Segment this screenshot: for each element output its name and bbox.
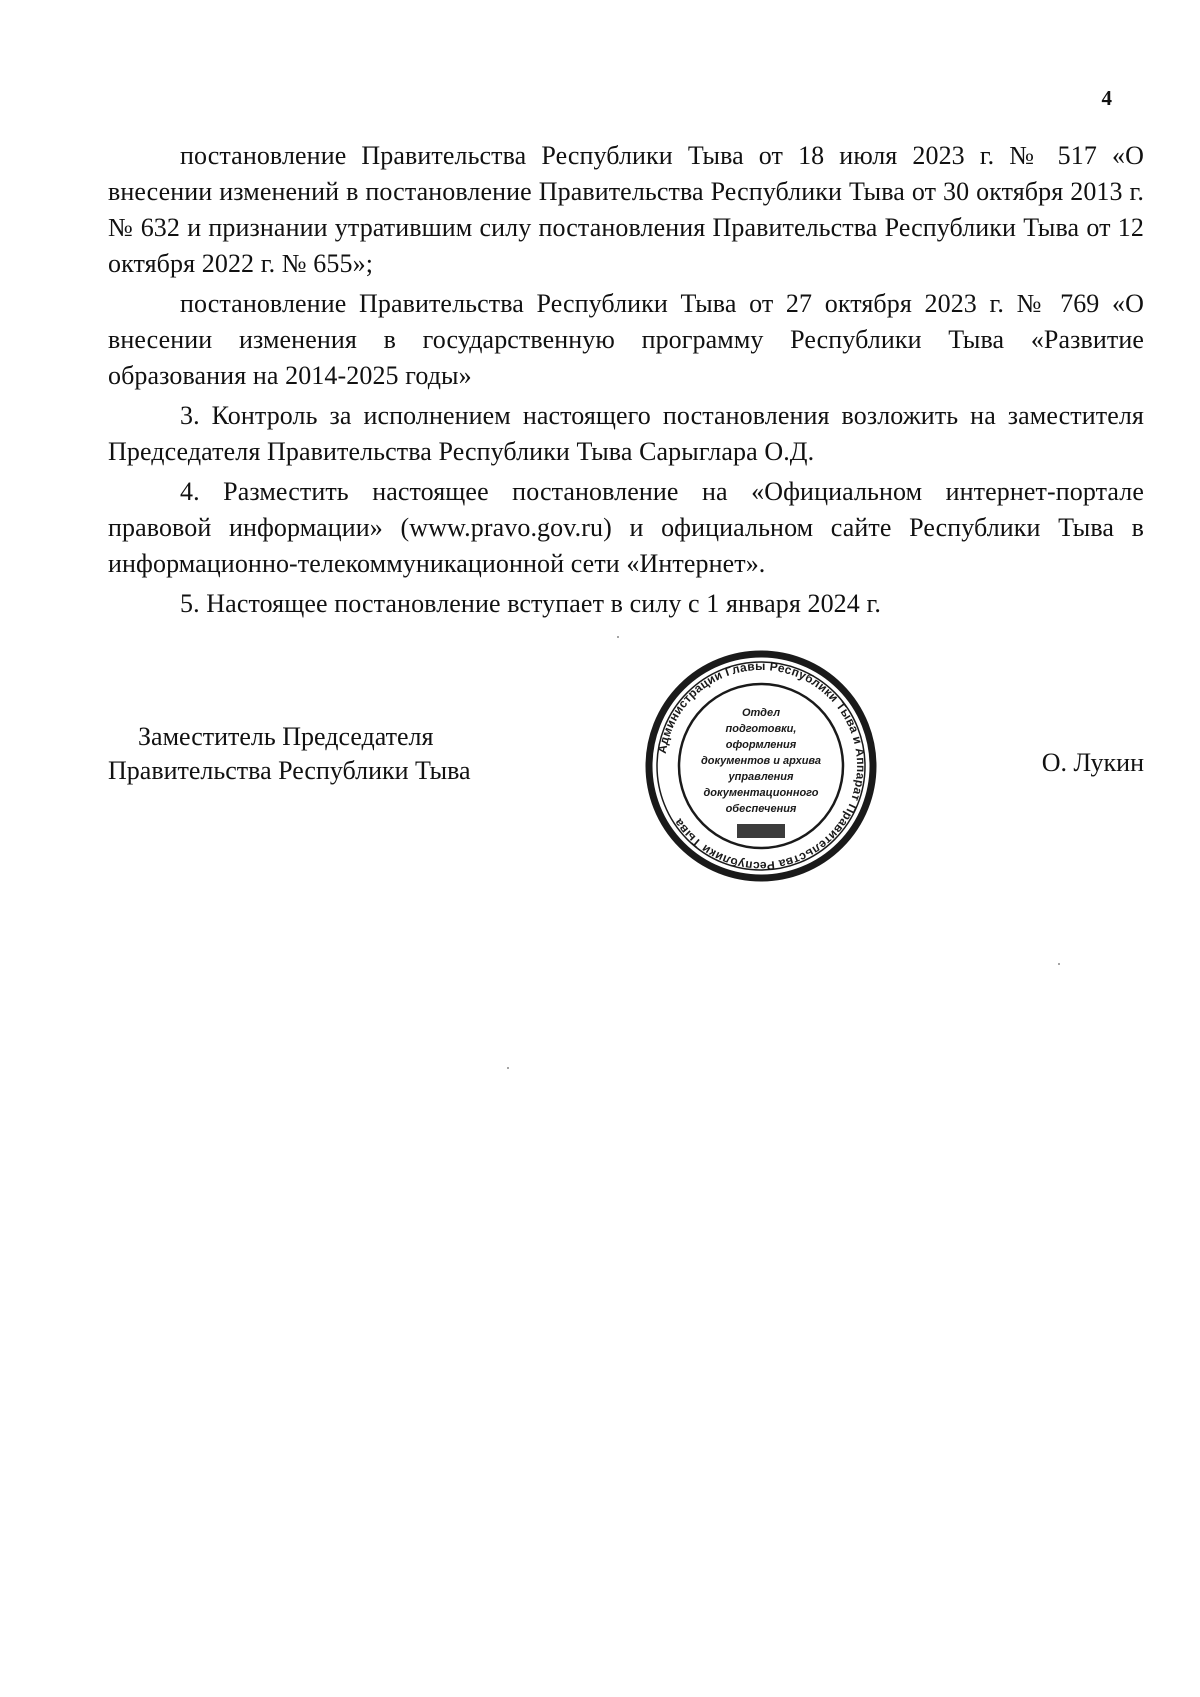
paragraph-effective-date: 5. Настоящее постановление вступает в силу с 1 января 2024 г. — [180, 589, 881, 618]
stamp-center-text — [701, 707, 821, 815]
stamp-ink-smudge — [737, 824, 785, 838]
signature-block — [108, 712, 1144, 832]
scan-speck — [507, 1067, 509, 1069]
stamp-center-line: обеспечения — [725, 803, 797, 815]
paragraph-resolution-517: постановление Правительства Республики Тыва от 18 июля 2023 г. № 517 «О внесении изменений в постановление Правительства Республики Тыва от 30 октября 2013 г. № 632 и признании утратившим силу постановления Правительства Республики Тыва от 12 октября 2022 г. № 655»; — [108, 141, 1144, 278]
paragraph-publication: 4. Разместить настоящее постановление на «Официальном интернет-портале правовой информации» (www.pravo.gov.ru) и официальном сайте Республики Тыва в информационно-телекоммуникационной сети «Интернет». — [108, 477, 1144, 578]
stamp-center-line: управления — [728, 771, 794, 783]
paragraph-resolution-769: постановление Правительства Республики Тыва от 27 октября 2023 г. № 769 «О внесении изменения в государственную программу Республики Тыва «Развитие образования на 2014-2025 годы» — [108, 289, 1144, 390]
stamp-center-line: подготовки, — [725, 723, 797, 735]
signatory-name: О. Лукин — [1041, 748, 1144, 777]
stamp-center-line: оформления — [725, 739, 797, 751]
signatory-position — [108, 720, 471, 788]
paragraph-control: 3. Контроль за исполнением настоящего постановления возложить на заместителя Председателя Правительства Республики Тыва Сарыглара О.Д. — [108, 401, 1144, 466]
scan-speck — [617, 636, 619, 638]
stamp-ring-text: Администрации Главы Республики Тыва и Аппарат Правительства Республики Тыва — [654, 658, 869, 874]
stamp-center-line: Отдел — [741, 707, 781, 719]
document-body — [108, 138, 1144, 626]
scan-speck — [1058, 963, 1060, 965]
page-number: 4 — [1101, 86, 1112, 110]
signatory-position-line-1: Заместитель Председателя — [138, 722, 434, 751]
stamp-center-line: документационного — [703, 787, 819, 799]
official-seal-stamp — [641, 646, 881, 886]
signatory-position-line-2: Правительства Республики Тыва — [108, 756, 471, 785]
stamp-center-line: документов и архива — [700, 755, 822, 767]
